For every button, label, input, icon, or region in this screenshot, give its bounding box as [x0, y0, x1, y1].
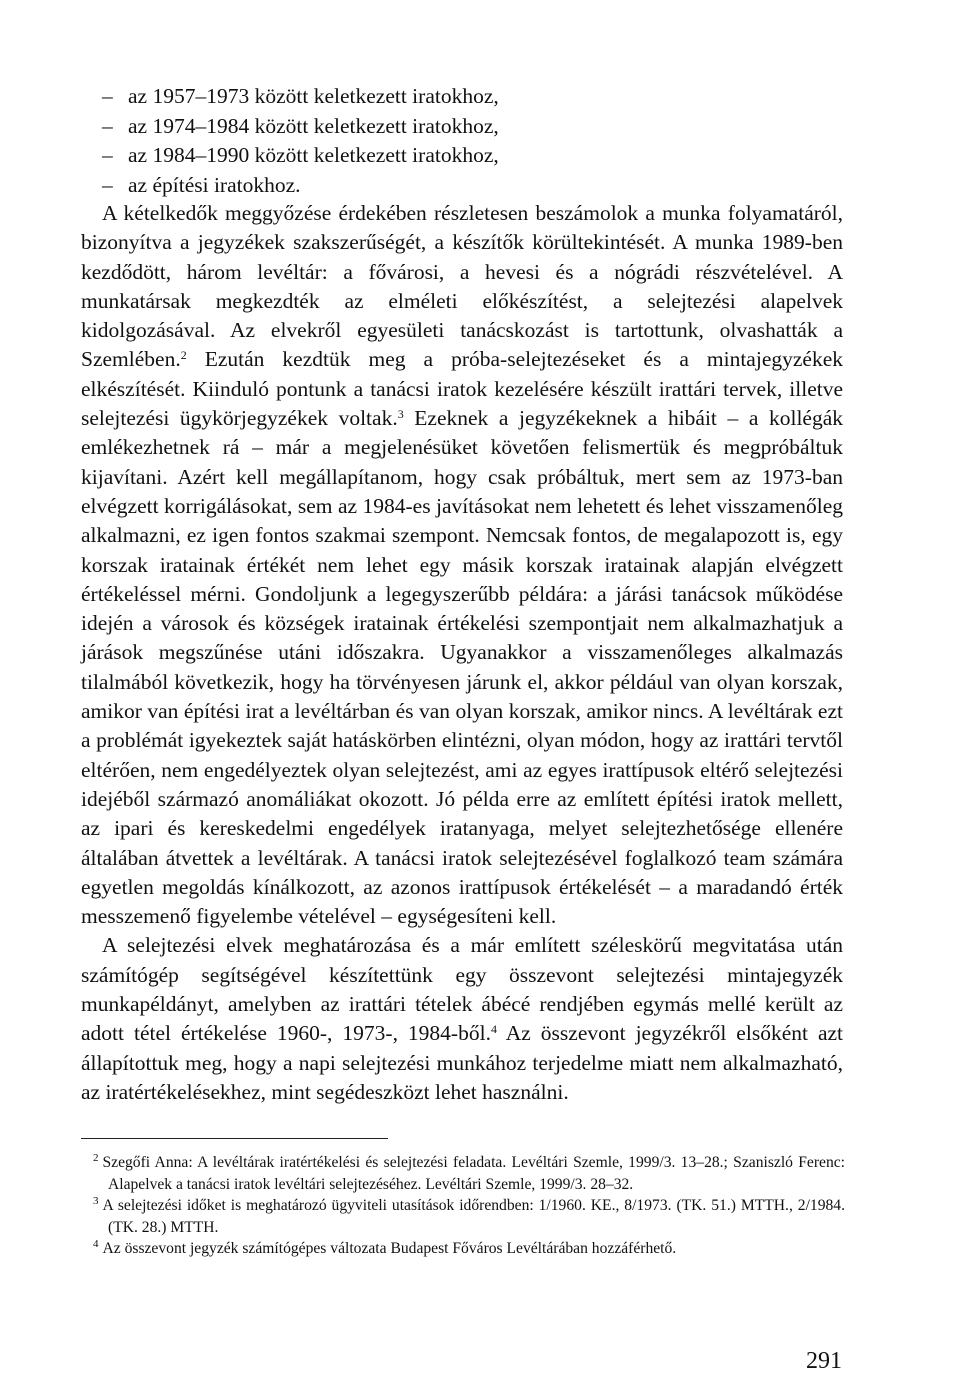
dash-list	[81, 82, 881, 200]
footnote-text: A selejtezési időket is meghatározó ügyviteli utasítások időrendben: 1/1960. KE., 8/1973. (TK. 51.) MTTH., 2/1984. (TK. 28.) MTTH.	[102, 1197, 845, 1236]
footnote-ref: 3	[397, 407, 404, 422]
list-marker: –	[102, 84, 113, 108]
footnote	[81, 1152, 845, 1195]
list-item-text: az 1974–1984 között keletkezett iratokhoz,	[128, 113, 499, 138]
footnote	[81, 1238, 845, 1260]
list-item-text: az építési iratokhoz.	[128, 172, 301, 197]
footnote-text: Az összevont jegyzék számítógépes változata Budapest Főváros Levéltárában hozzáférhető.	[102, 1240, 677, 1258]
footnote-number: 4	[93, 1238, 99, 1251]
list-item-text: az 1957–1973 között keletkezett iratokhoz,	[128, 84, 499, 108]
paragraph	[81, 931, 843, 1107]
paragraph-text: A kételkedők meggyőzése érdekében részletesen beszámolok a munka folyamatáról, bizonyítva a jegyzékek szakszerűségét, a készítők körültekintését. A munka 1989-ben kezdődött, három levéltár: a fővárosi, a hevesi és a nógrádi részvételével. A munkatársak megkezdték az elméleti előkészítést, a selejtezési alapelvek kidolgozásával. Az elvekről egyesületi tanácskozást is tartottunk, olvashatták a Szemlében.	[81, 201, 843, 372]
page-number: 291	[806, 1348, 842, 1374]
footnote-number: 2	[93, 1152, 99, 1164]
footnote	[81, 1195, 845, 1238]
list-marker: –	[102, 143, 113, 167]
footnote-ref: 2	[180, 348, 187, 363]
footnote-ref: 4	[490, 1022, 497, 1037]
list-item	[81, 141, 881, 171]
list-item-text: az 1984–1990 között keletkezett iratokhoz,	[128, 143, 499, 167]
list-marker: –	[102, 172, 113, 197]
body-text	[81, 199, 843, 1107]
paragraph-text: A selejtezési elvek meghatározása és a már említett széleskörű megvitatása után számítógép segítségével készítettünk egy összevont selejtezési mintajegyzék munkapéldányt, amelyben az irattári tételek ábécé rendjében egymás mellé került az adott tétel értékelése 1960-, 1973-, 1984-ből.	[81, 933, 843, 1046]
footnote-text: Szegőfi Anna: A levéltárak iratértékelési és selejtezési feladata. Levéltári Szemle, 1999/3. 13–28.; Szaniszló Ferenc: Alapelvek a tanácsi iratok levéltári selejtezéséhez. Levéltári Szemle, 1999/3. 28–32.	[102, 1154, 845, 1193]
list-item	[81, 171, 881, 201]
list-marker: –	[102, 113, 113, 138]
paragraph-text: Ezután kezdtük meg a próba-selejtezéseket és a mintajegyzékek elkészítését. Kiinduló pontunk a tanácsi iratok kezelésére készült irattári tervek, illetve selejtezési ügykörjegyzékek voltak.	[81, 347, 843, 431]
footnote-divider	[81, 1138, 388, 1139]
footnote-number: 3	[93, 1195, 99, 1208]
list-item	[81, 112, 881, 142]
list-item	[81, 82, 881, 112]
paragraph	[81, 199, 843, 931]
paragraph-text: Az összevont jegyzékről elsőként azt állapítottuk meg, hogy a napi selejtezési munkához terjedelme miatt nem alkalmazható, az iratértékelésekhez, mint segédeszközt lehet használni.	[81, 1021, 844, 1104]
paragraph-text: Ezeknek a jegyzékeknek a hibáit – a kollégák emlékezhetnek rá – már a megjelenésüket követően felismertük és megpróbáltuk kijavítani. Azért kell megállapítanom, hogy csak próbáltuk, mert sem az 1973-ban elvégzett korrigálásokat, sem az 1984-es javításokat nem lehetett és lehet visszamenőleg alkalmazni, ez igen fontos szakmai szempont. Nemcsak fontos, de megalapozott is, egy korszak iratainak értékét nem lehet egy másik korszak iratainak alapján elvégzett értékeléssel mérni. Gondoljunk a legegyszerűbb példára: a járási tanácsok működése idején a városok és községek iratainak értékelési szempontjait nem alkalmazhatjuk a járások megszűnése utáni időszakra. Ugyanakkor a visszamenőleges alkalmazás tilalmából következik, hogy ha törvényesen járunk el, akkor például van olyan korszak, amikor van építési irat a levéltárban és van olyan korszak, amikor nincs. A levéltárak ezt a problémát igyekeztek saját hatáskörben elintézni, olyan módon, hogy az irattári tervtől eltérően, nem engedélyeztek olyan selejtezést, ami az egyes irattípusok eltérő selejtezési idejéből származó anomáliákat okozott. Jó példa erre az említett építési iratok mellett, az ipari és kereskedelmi engedélyek iratanyaga, melyet selejtezhetősége ellenére általában átvettek a levéltárak. A tanácsi iratok selejtezésével foglalkozó team számára egyetlen megoldás kínálkozott, az azonos irattípusok értékelését – a maradandó érték messzemenő figyelembe vételével – egységesíteni kell.	[81, 406, 843, 929]
footnotes	[81, 1152, 845, 1260]
